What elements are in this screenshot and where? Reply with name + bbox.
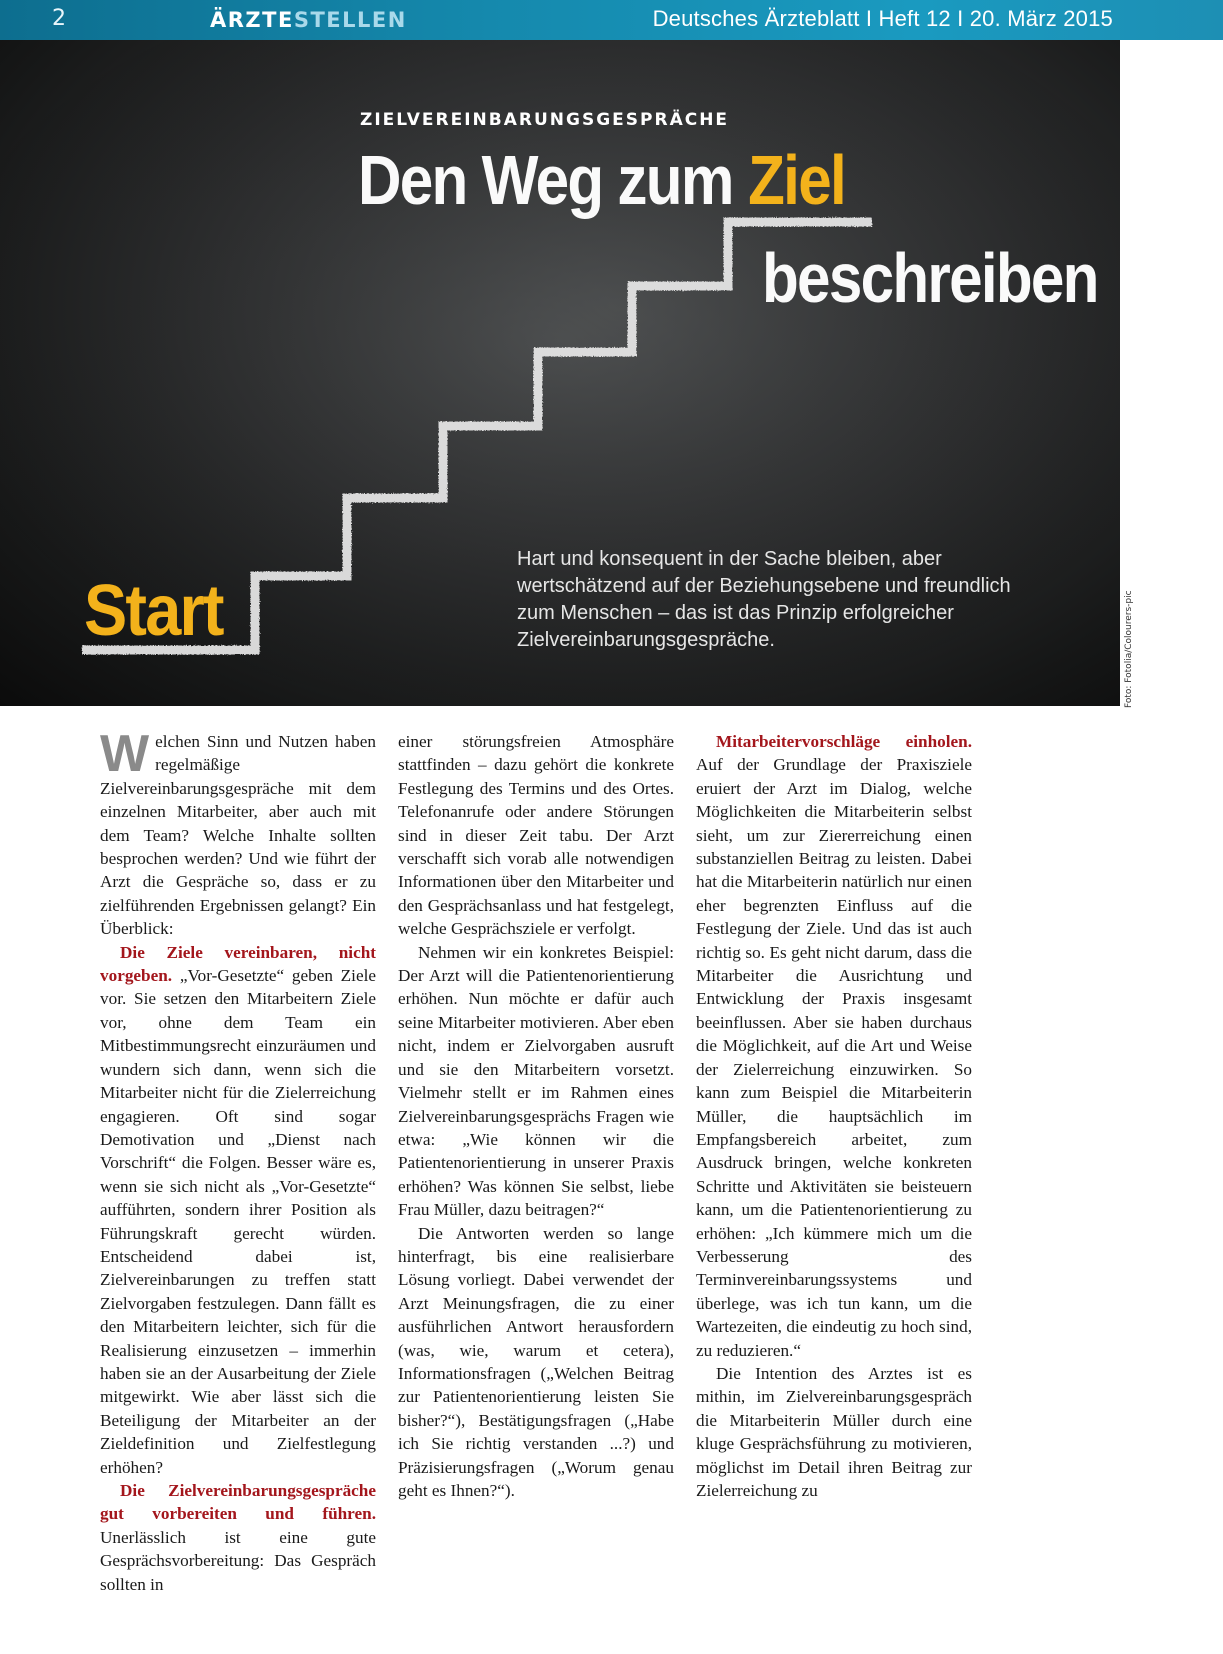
subheading: Die Zielvereinbarungsgespräche gut vorbereiten und führen. (100, 1481, 376, 1524)
article-column-3 (696, 730, 972, 1502)
hero-image (0, 40, 1120, 706)
subheading: Die Ziele vereinbaren, nicht vorgeben. (100, 942, 376, 986)
paragraph: Die Intention des Arztes ist es mithin, im Zielvereinbarungsgespräch die Mitarbeiterin Müller durch eine kluge Gesprächsführung zu motivieren, möglichst im Detail ihren Beitrag zur Zielerreichung zu (696, 1363, 972, 1500)
article-kicker: ZIELVEREINBARUNGSGESPRÄCHE (360, 110, 730, 130)
start-label: Start (84, 571, 223, 651)
paragraph (100, 1479, 376, 1596)
headline-line-2: beschreiben (762, 239, 1098, 317)
drop-cap: W (100, 725, 150, 783)
article-column-2 (398, 730, 674, 1502)
paragraph-text: „Vor-Gesetzte“ geben Ziele vor. Sie setzen den Mitarbeitern Ziele vor, ohne dem Team ein Mitbestimmungsrecht einzuräumen und wundern sich dann, wenn sich die Mitarbeiter nicht für die Zielerreichung engagieren. Oft sind sogar Demotivation und „Dienst nach Vorschrift“ die Folgen. Besser wäre es, wenn sie sich nicht als „Vor-Gesetzte“ aufführten, sondern ihrer Position als Führungskraft gerecht würden. Entscheidend dabei ist, Zielvereinbarungen zu treffen statt Zielvorgaben festzulegen. Dann fällt es den Mitarbeitern leichter, sich für die Realisierung einzusetzen – immerhin haben sie an der Ausarbeitung der Ziele mitgewirkt. Wie aber lässt sich die Beteiligung der Mitarbeiter an der Zieldefinition und Zielfestlegung erhöhen? (100, 966, 376, 1477)
paragraph-text: Auf der Grundlage der Praxisziele eruiert der Arzt im Dialog, welche Möglichkeiten die Mitarbeiterin selbst sieht, um zur Ziererreichung einen substanziellen Beitrag zu leisten. Dabei hat die Mitarbeiterin natürlich nur einen eher begrenzten Einfluss auf die Festlegung der Ziele. Und das ist auch richtig so. Es geht nicht darum, dass die Mitarbeiter die Ausrichtung und Entwicklung der Praxis insgesamt beeinflussen. Aber sie haben durchaus die Möglichkeit, auf die Art und Weise der Zielerreichung einzuwirken. So kann zum Beispiel die Mitarbeiterin Müller, die hauptsächlich im Empfangsbereich arbeitet, zum Ausdruck bringen, welche konkreten Schritte und Aktivitäten sie beisteuern kann, um die Patientenorientierung zu erhöhen: „Ich kümmere mich um die Verbesserung des Terminvereinbarungssystems und überlege, was ich tun kann, um die Wartezeiten, die eindeutig zu hoch sind, zu reduzieren.“ (696, 755, 972, 1360)
section-brand (210, 8, 407, 32)
paragraph (100, 941, 376, 1479)
page-header (0, 0, 1223, 40)
page-number: 2 (52, 6, 66, 31)
paragraph: einer störungsfreien Atmosphäre stattfinden – dazu gehört die konkrete Festlegung des Termins und des Ortes. Telefonanrufe oder andere Störungen sind in dieser Zeit tabu. Der Arzt verschafft sich vorab alle notwendigen Informationen über den Mitarbeiter und den Gesprächsanlass und hat festgelegt, welche Gesprächsziele er verfolgt. (398, 732, 674, 939)
paragraph: Nehmen wir ein konkretes Beispiel: Der Arzt will die Patientenorientierung erhöhen. Nun möchte er dafür auch seine Mitarbeiter motivieren. Aber eben nicht, indem er Zielvorgaben ausruft und sie den Mitarbeitern vorsetzt. Vielmehr stellt er im Rahmen eines Zielvereinbarungsgesprächs Fragen wie etwa: „Wie können wir die Patientenorientierung in unserer Praxis erhöhen? Was können Sie selbst, liebe Frau Müller, dazu beitragen?“ (398, 942, 674, 1220)
headline-text: Den Weg zum (358, 141, 733, 219)
paragraph: Die Antworten werden so lange hinterfragt, bis eine realisierbare Lösung vorliegt. Dabei verwendet der Arzt Meinungsfragen, die zu einer ausführlichen Antwort herausfordern (was, wie, warum et cetera), Informationsfragen („Welchen Beitrag zur Patientenorientierung leisten Sie bisher?“), Bestätigungsfragen („Habe ich Sie richtig verstanden ...?) und Präzisierungsfragen („Worum genau geht es Ihnen?“). (398, 1223, 674, 1500)
article-deck: Hart und konsequent in der Sache bleiben, aber wertschätzend auf der Beziehungsebene und freundlich zum Menschen – das ist das Prinzip erfolgreicher Zielvereinbarungsgespräche. (517, 548, 1011, 651)
subheading: Mitarbeitervorschläge einholen. (716, 732, 972, 751)
paragraph-text: Unerlässlich ist eine gute Gesprächsvorbereitung: Das Gespräch sollten in (100, 1527, 376, 1594)
brand-bold: ÄRZTE (210, 8, 294, 32)
intro-text: elchen Sinn und Nutzen haben regelmäßige Zielvereinbarungsgespräche mit dem einzelnen Mitarbeiter, aber auch mit dem Team? Welche Inhalte sollten besprochen werden? Und wie führt der Arzt die Gespräche so, dass er zu zielführenden Ergebnissen gelangt? Ein Überblick: (100, 732, 376, 939)
headline-line-1 (358, 140, 845, 220)
article-column-1 (100, 725, 376, 1596)
intro-paragraph (100, 725, 376, 941)
issue-info: Deutsches Ärzteblatt I Heft 12 I 20. März 2015 (652, 6, 1113, 31)
paragraph (696, 730, 972, 1362)
brand-light: STELLEN (293, 8, 407, 32)
photo-credit: Foto: Fotolia/Colourers-pic (1124, 590, 1134, 708)
headline-highlight: Ziel (748, 141, 845, 219)
